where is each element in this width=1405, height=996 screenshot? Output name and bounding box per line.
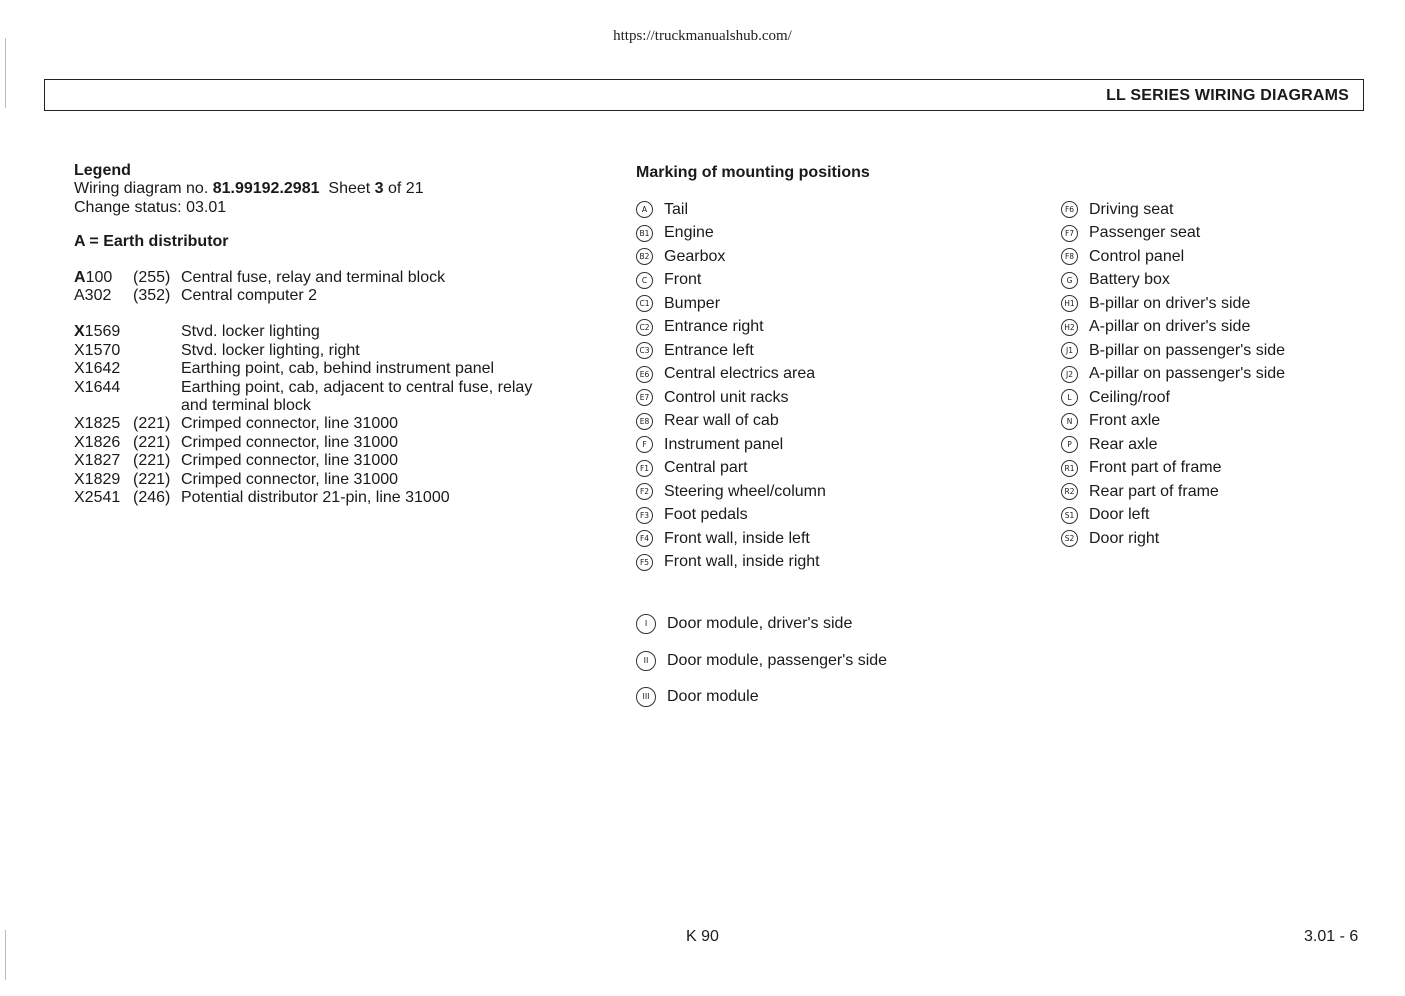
sheet-number: 3: [374, 180, 384, 198]
component-ref: [133, 323, 181, 341]
component-code: [74, 452, 133, 470]
component-number: X1644: [74, 378, 121, 396]
component-code: [74, 269, 133, 287]
position-code-icon: E7: [636, 389, 653, 406]
mounting-position: [636, 339, 826, 363]
component-number: A302: [74, 287, 112, 305]
component-code: [74, 471, 133, 489]
component-ref: [133, 360, 181, 378]
component-ref: (221): [133, 470, 171, 488]
legend-row: [74, 269, 554, 287]
position-code-icon: J1: [1061, 342, 1078, 359]
header-title: LL SERIES WIRING DIAGRAMS: [1106, 87, 1349, 104]
component-code: [74, 323, 133, 341]
position-code-icon: C3: [636, 342, 653, 359]
component-ref: (246): [133, 489, 171, 507]
legend-row: [74, 287, 554, 305]
position-label: Front: [664, 271, 702, 289]
component-description: Crimped connector, line 31000: [181, 470, 399, 488]
position-label: Entrance right: [664, 318, 764, 336]
legend-row: [74, 342, 554, 360]
position-code-icon: C2: [636, 319, 653, 336]
mounting-position: [1061, 480, 1285, 504]
position-label: Rear axle: [1089, 435, 1158, 453]
position-label: Central electrics area: [664, 365, 816, 383]
mounting-position: [1061, 292, 1285, 316]
footer-code: K 90: [686, 928, 719, 945]
position-label: Rear part of frame: [1089, 482, 1219, 500]
position-code-icon: B1: [636, 225, 653, 242]
position-code-icon: H2: [1061, 319, 1078, 336]
component-ref: (221): [133, 433, 171, 451]
mounting-position: [636, 410, 826, 434]
component-prefix: X: [74, 323, 85, 341]
wiring-diagram-label: Wiring diagram no.: [74, 180, 213, 198]
source-url: https://truckmanualshub.com/: [613, 28, 792, 44]
mounting-position: [636, 457, 826, 481]
legend-row: [74, 323, 554, 341]
mounting-position: [636, 551, 826, 575]
position-label: Driving seat: [1089, 200, 1174, 218]
component-code: [74, 415, 133, 433]
component-description: Central fuse, relay and terminal block: [181, 268, 446, 286]
position-code-icon: H1: [1061, 295, 1078, 312]
position-code-icon: II: [636, 651, 656, 671]
component-description: Central computer 2: [181, 287, 318, 305]
position-code-icon: B2: [636, 248, 653, 265]
position-code-icon: E8: [636, 413, 653, 430]
mounting-position: [636, 386, 826, 410]
position-code-icon: S1: [1061, 507, 1078, 524]
position-label: Central part: [664, 459, 748, 477]
mounting-list-2: [1061, 198, 1285, 551]
component-description: Potential distributor 21-pin, line 31000: [181, 489, 450, 507]
mounting-position: [1061, 386, 1285, 410]
legend-row: [74, 415, 554, 433]
component-number: 100: [85, 268, 113, 286]
component-number: X2541: [74, 489, 121, 507]
a-items-list: [74, 269, 554, 306]
position-label: Door module, driver's side: [667, 615, 853, 633]
component-code: [74, 360, 133, 378]
mounting-position: [1061, 410, 1285, 434]
mounting-position: [636, 316, 826, 340]
mounting-position: [1061, 269, 1285, 293]
position-label: Door module: [667, 688, 759, 706]
component-description: Crimped connector, line 31000: [181, 415, 399, 433]
position-label: Passenger seat: [1089, 224, 1201, 242]
legend-title: Legend: [74, 162, 131, 179]
component-ref: (352): [133, 287, 171, 305]
mounting-position: [1061, 198, 1285, 222]
position-label: A-pillar on driver's side: [1089, 318, 1251, 336]
legend-row: [74, 434, 554, 452]
mounting-position: [636, 643, 887, 680]
position-code-icon: F: [636, 436, 653, 453]
position-label: Door module, passenger's side: [667, 651, 888, 669]
sheet-total: of 21: [383, 180, 424, 198]
position-label: Instrument panel: [664, 435, 784, 453]
mounting-title: Marking of mounting positions: [636, 164, 870, 181]
position-code-icon: F8: [1061, 248, 1078, 265]
position-code-icon: P: [1061, 436, 1078, 453]
position-code-icon: F3: [636, 507, 653, 524]
position-label: B-pillar on driver's side: [1089, 294, 1251, 312]
position-code-icon: C1: [636, 295, 653, 312]
legend-row: [74, 452, 554, 470]
legend-row: [74, 489, 554, 507]
position-label: Gearbox: [664, 247, 726, 265]
mounting-position: [1061, 363, 1285, 387]
position-code-icon: R2: [1061, 483, 1078, 500]
component-ref: (221): [133, 415, 171, 433]
mounting-position: [1061, 433, 1285, 457]
position-label: Ceiling/roof: [1089, 388, 1170, 406]
wiring-diagram-line: [74, 180, 554, 198]
component-number: X1825: [74, 415, 121, 433]
mounting-position: [636, 269, 826, 293]
legend-row: [74, 379, 554, 416]
component-description: Stvd. locker lighting: [181, 323, 320, 341]
scan-mark: [5, 38, 6, 108]
mounting-position: [1061, 316, 1285, 340]
position-label: B-pillar on passenger's side: [1089, 341, 1286, 359]
position-code-icon: III: [636, 687, 656, 707]
component-ref: (255): [133, 268, 171, 286]
mounting-position: [636, 480, 826, 504]
legend-section: [74, 162, 554, 508]
position-label: Control unit racks: [664, 388, 789, 406]
mounting-position: [636, 222, 826, 246]
component-ref: [133, 379, 181, 416]
mounting-position: [636, 527, 826, 551]
component-number: X1826: [74, 433, 121, 451]
mounting-position: [636, 433, 826, 457]
position-code-icon: G: [1061, 272, 1078, 289]
position-label: Steering wheel/column: [664, 482, 826, 500]
position-code-icon: L: [1061, 389, 1078, 406]
component-code: [74, 287, 133, 305]
component-number: X1827: [74, 452, 121, 470]
position-label: Tail: [664, 200, 689, 218]
mounting-position: [636, 292, 826, 316]
earth-distributor-title: A = Earth distributor: [74, 233, 229, 251]
mounting-position: [636, 198, 826, 222]
position-label: Foot pedals: [664, 506, 748, 524]
position-label: Battery box: [1089, 271, 1170, 289]
component-description: Stvd. locker lighting, right: [181, 341, 360, 359]
component-description: Crimped connector, line 31000: [181, 452, 399, 470]
mounting-list-1: [636, 198, 826, 574]
component-code: [74, 379, 133, 416]
mounting-position: [636, 504, 826, 528]
position-code-icon: F6: [1061, 201, 1078, 218]
position-label: Control panel: [1089, 247, 1185, 265]
mounting-position: [1061, 222, 1285, 246]
sheet-label: Sheet: [319, 180, 375, 198]
mounting-position: [1061, 457, 1285, 481]
position-label: A-pillar on passenger's side: [1089, 365, 1286, 383]
position-label: Front axle: [1089, 412, 1161, 430]
change-status: Change status: 03.01: [74, 198, 227, 216]
position-code-icon: F4: [636, 530, 653, 547]
legend-row: [74, 471, 554, 489]
position-label: Rear wall of cab: [664, 412, 779, 430]
component-number: 1569: [84, 323, 121, 341]
position-code-icon: F1: [636, 460, 653, 477]
component-code: [74, 489, 133, 507]
position-code-icon: A: [636, 201, 653, 218]
position-label: Front part of frame: [1089, 459, 1222, 477]
component-number: X1642: [74, 360, 121, 378]
component-ref: (221): [133, 452, 171, 470]
component-ref: [133, 342, 181, 360]
legend-row: [74, 360, 554, 378]
position-code-icon: F7: [1061, 225, 1078, 242]
position-code-icon: E6: [636, 366, 653, 383]
page-number: 3.01 - 6: [1304, 928, 1359, 945]
mounting-position: [1061, 339, 1285, 363]
position-label: Bumper: [664, 294, 721, 312]
position-code-icon: I: [636, 614, 656, 634]
mounting-position: [636, 679, 887, 716]
position-label: Engine: [664, 224, 714, 242]
mounting-position: [1061, 245, 1285, 269]
position-code-icon: F2: [636, 483, 653, 500]
position-label: Front wall, inside right: [664, 553, 820, 571]
position-label: Door left: [1089, 506, 1150, 524]
page-header: [44, 79, 1364, 111]
position-label: Front wall, inside left: [664, 529, 810, 547]
component-number: X1570: [74, 341, 121, 359]
component-prefix: A: [74, 268, 86, 286]
position-code-icon: F5: [636, 554, 653, 571]
position-code-icon: J2: [1061, 366, 1078, 383]
position-label: Entrance left: [664, 341, 754, 359]
position-code-icon: S2: [1061, 530, 1078, 547]
x-items-list: [74, 323, 554, 507]
position-code-icon: C: [636, 272, 653, 289]
mounting-position: [1061, 527, 1285, 551]
component-code: [74, 434, 133, 452]
component-description: Earthing point, cab, behind instrument panel: [181, 360, 495, 378]
mounting-position: [1061, 504, 1285, 528]
component-number: X1829: [74, 470, 121, 488]
position-label: Door right: [1089, 529, 1160, 547]
mounting-position: [636, 363, 826, 387]
position-code-icon: N: [1061, 413, 1078, 430]
scan-mark: [5, 930, 6, 980]
wiring-diagram-number: 81.99192.2981: [212, 180, 320, 198]
mounting-position: [636, 245, 826, 269]
component-code: [74, 342, 133, 360]
door-module-list: [636, 606, 887, 716]
mounting-position: [636, 606, 887, 643]
component-description: Crimped connector, line 31000: [181, 433, 399, 451]
position-code-icon: R1: [1061, 460, 1078, 477]
component-description: Earthing point, cab, adjacent to central fuse, relay and terminal block: [181, 378, 533, 415]
